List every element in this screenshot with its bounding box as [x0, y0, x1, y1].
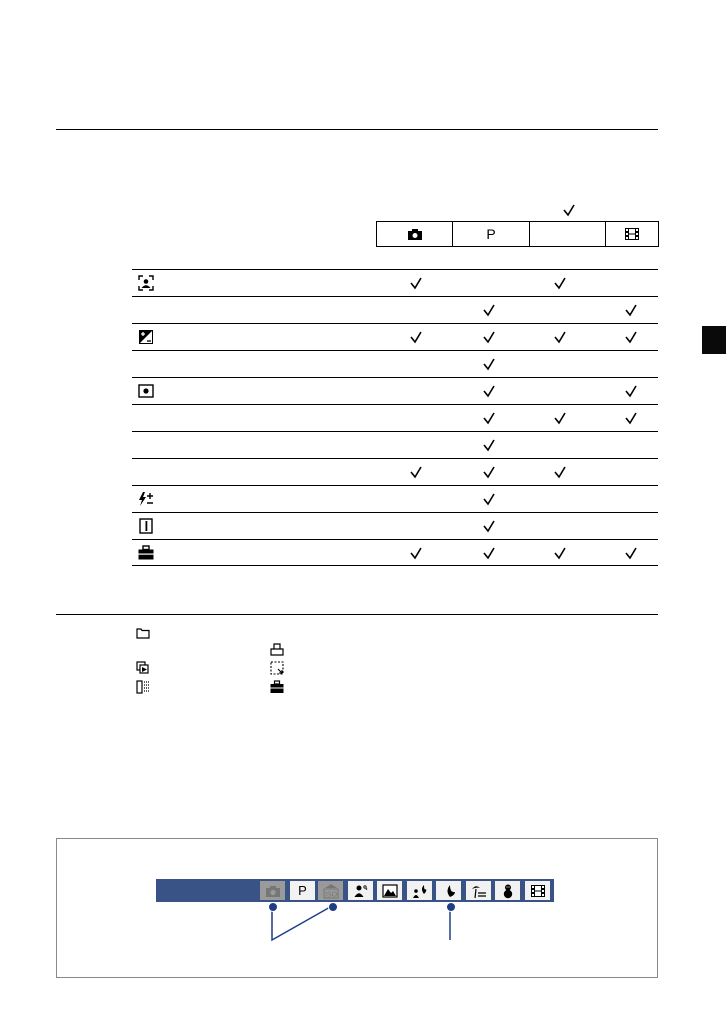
checkmark-icon — [624, 384, 638, 398]
landscape-icon — [382, 883, 398, 899]
checkmark-icon — [482, 465, 496, 479]
checkmark-icon — [553, 276, 567, 290]
callout-dot-camera — [268, 902, 278, 912]
mode-header — [376, 221, 659, 247]
movie-icon — [625, 228, 639, 240]
checkmark-icon — [482, 303, 496, 317]
table-row — [132, 431, 658, 458]
checkmark-icon — [409, 546, 423, 560]
twilight-icon — [441, 883, 457, 899]
checkmark-icon — [409, 465, 423, 479]
spot-metering-icon — [138, 383, 154, 399]
mode-movie-cell — [606, 222, 658, 246]
print-icon — [270, 643, 284, 657]
exposure-icon — [138, 329, 154, 345]
checkmark-icon — [553, 465, 567, 479]
table-row — [132, 458, 658, 485]
checkmark-icon — [624, 303, 638, 317]
top-rule — [56, 129, 658, 130]
checkmark-icon — [482, 384, 496, 398]
mode-auto-cell — [377, 222, 453, 246]
divide-icon — [136, 680, 150, 694]
checkmark-icon — [482, 330, 496, 344]
table-row — [132, 269, 658, 296]
mode-button-label: P — [298, 883, 307, 898]
checkmark-icon — [553, 546, 567, 560]
camera-icon — [265, 883, 281, 899]
section-rule — [56, 614, 658, 615]
contrast-icon — [138, 518, 154, 534]
checkmark-icon — [482, 546, 496, 560]
checkmark-icon — [624, 546, 638, 560]
iso-icon — [323, 883, 339, 899]
beach-icon — [471, 883, 487, 899]
mode-scene-cell — [530, 222, 606, 246]
callout-dot-iso — [328, 902, 338, 912]
portrait-icon — [353, 883, 369, 899]
table-row — [132, 512, 658, 539]
mode-p-cell — [453, 222, 530, 246]
table-row — [132, 404, 658, 431]
callout-dot-twilight — [446, 902, 456, 912]
table-row — [132, 350, 658, 377]
checkmark-icon — [553, 411, 567, 425]
checkmark-icon — [624, 330, 638, 344]
checkmark-key-icon — [562, 203, 576, 217]
callout-lines — [260, 898, 460, 948]
snow-icon — [500, 883, 516, 899]
section-tab-marker — [702, 326, 726, 354]
flash-level-icon — [138, 491, 154, 507]
checkmark-icon — [482, 519, 496, 533]
table-row — [132, 296, 658, 323]
checkmark-icon — [482, 492, 496, 506]
checkmark-icon — [409, 276, 423, 290]
checkmark-icon — [409, 330, 423, 344]
table-row — [132, 539, 658, 566]
resize-icon — [270, 661, 284, 675]
checkmark-icon — [553, 330, 567, 344]
toolbox-icon — [270, 680, 284, 694]
camera-icon — [408, 229, 422, 240]
slideshow-icon — [136, 661, 150, 675]
toolbox-icon — [138, 545, 154, 561]
checkmark-icon — [482, 438, 496, 452]
mode-p-label: P — [486, 226, 496, 242]
movie-icon — [530, 883, 546, 899]
table-row — [132, 377, 658, 404]
checkmark-icon — [482, 411, 496, 425]
checkmark-icon — [482, 357, 496, 371]
mode-button[interactable] — [525, 881, 550, 900]
table-row — [132, 323, 658, 350]
twilight-portrait-icon — [412, 883, 428, 899]
checkmark-icon — [624, 411, 638, 425]
folder-icon — [136, 626, 150, 640]
table-bottom-rule — [132, 565, 658, 566]
mode-button[interactable] — [495, 881, 520, 900]
mode-button[interactable] — [466, 881, 491, 900]
table-row — [132, 485, 658, 512]
face-detection-icon — [138, 275, 154, 291]
svg-text:ISO: ISO — [324, 891, 337, 898]
